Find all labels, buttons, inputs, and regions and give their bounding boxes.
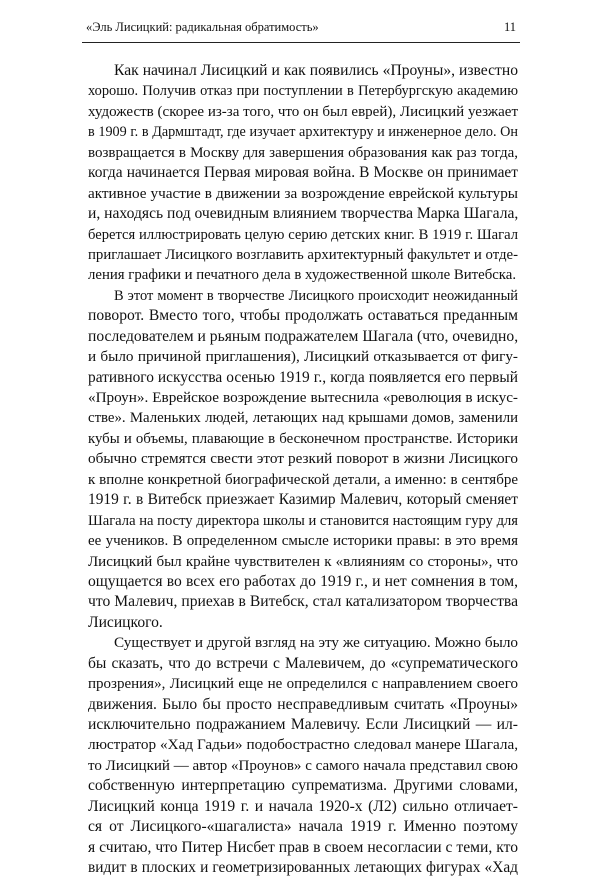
text-line: ощущается во всех его работах до 1919 г., и нет сомнения в том, bbox=[88, 572, 518, 590]
text-line: кубы и объемы, плавающие в бесконечном пространстве. Историки bbox=[88, 430, 518, 447]
text-line: прозрения», Лисицкий еще не определился с направлением своего bbox=[88, 676, 518, 693]
text-line: я считаю, что Питер Нисбет прав в своем несогласии с теми, кто bbox=[88, 838, 518, 856]
text-line: ления графики и печатного дела в художественной школе Витебска. bbox=[88, 267, 517, 284]
page-number: 11 bbox=[503, 20, 516, 34]
text-line: бы сказать, что до встречи с Малевичем, до «супрематического bbox=[88, 654, 518, 672]
text-line: что Малевич, приехав в Витебск, стал катализатором творчества bbox=[88, 593, 518, 611]
text-line: поворот. Вместо того, чтобы продолжать оставаться преданным bbox=[88, 307, 518, 325]
running-title: «Эль Лисицкий: радикальная обратимость» bbox=[86, 20, 319, 34]
text-line: стве». Маленьких людей, летающих над крышами домов, заменили bbox=[88, 410, 518, 427]
text-line: Лисицкого. bbox=[88, 613, 163, 631]
text-line: собственную интерпретацию супрематизма. Другими словами, bbox=[88, 777, 518, 795]
text-line: Лисицкий был крайне чувствителен к «влияниям со стороны», что bbox=[88, 553, 518, 570]
text-line: исключительно подражанием Малевичу. Если Лисицкий — ил- bbox=[88, 716, 518, 733]
text-line: приглашает Лисицкого возглавить архитектурный факультет и отде- bbox=[88, 246, 518, 263]
text-line: ративного искусства осенью 1919 г., когда появляется его первый bbox=[88, 368, 518, 386]
text-line: Лисицкий конца 1919 г. и начала 1920-х (Л2) сильно отличает- bbox=[88, 797, 518, 815]
text-line: то Лисицкий — автор «Проунов» с самого начала представил свою bbox=[88, 757, 518, 774]
text-line: и было причиной приглашения), Лисицкий отказывается от фигу- bbox=[88, 348, 518, 366]
text-line: берется иллюстрировать целую серию детских книг. В 1919 г. Шагал bbox=[88, 226, 518, 243]
text-line: ся от Лисицкого-«шагалиста» начала 1919 г. Именно поэтому bbox=[88, 818, 518, 836]
text-line: последователем и рьяным подражателем Шагала (что, очевидно, bbox=[88, 327, 518, 345]
text-line: В этот момент в творчестве Лисицкого происходит неожиданный bbox=[114, 287, 518, 304]
text-line: хорошо. Получив отказ при поступлении в Петербургскую академию bbox=[88, 83, 518, 100]
text-line: в 1909 г. в Дармштадт, где изучает архитектуру и инженерное дело. Он bbox=[88, 124, 518, 141]
text-line: к вполне конкретной биографической детали, а именно: в сентябре bbox=[88, 471, 518, 488]
text-line: обычно стремятся свести этот резкий поворот в жизни Лисицкого bbox=[88, 450, 518, 468]
header-rule bbox=[82, 42, 520, 43]
text-line: ее учеников. В определенном смысле историки правы: в это время bbox=[88, 533, 518, 550]
running-head bbox=[82, 19, 520, 35]
text-line: «Проун». Еврейское возрождение вытеснила «революция в искус- bbox=[88, 389, 518, 406]
text-line: активное участие в движении за возрождение еврейской культуры bbox=[88, 184, 518, 202]
text-line: когда начинается Первая мировая война. В Москве он принимает bbox=[88, 164, 518, 182]
text-line: и, находясь под очевидным влиянием творчества Марка Шагала, bbox=[88, 205, 518, 223]
text-line: возвращается в Москву для завершения образования как раз тогда, bbox=[88, 144, 518, 161]
text-line: люстратор «Хад Гадьи» подобострастно следовал манере Шагала, bbox=[88, 736, 518, 754]
text-line: художеств (скорее из-за того, что он был еврей), Лисицкий уезжает bbox=[88, 103, 518, 120]
text-line: Шагала на посту директора школы и становится настоящим гуру для bbox=[88, 512, 518, 529]
text-line: Как начинал Лисицкий и как появились «Проуны», известно bbox=[114, 62, 518, 79]
body-text bbox=[88, 61, 518, 879]
text-line: 1919 г. в Витебск приезжает Казимир Малевич, который сменяет bbox=[88, 491, 518, 509]
text-line: Существует и другой взгляд на эту же ситуацию. Можно было bbox=[114, 634, 518, 652]
text-line: движения. Было бы просто несправедливым считать «Проуны» bbox=[88, 695, 518, 713]
text-line: видит в плоских и геометризированных летающих фигурах «Хад bbox=[88, 859, 518, 877]
